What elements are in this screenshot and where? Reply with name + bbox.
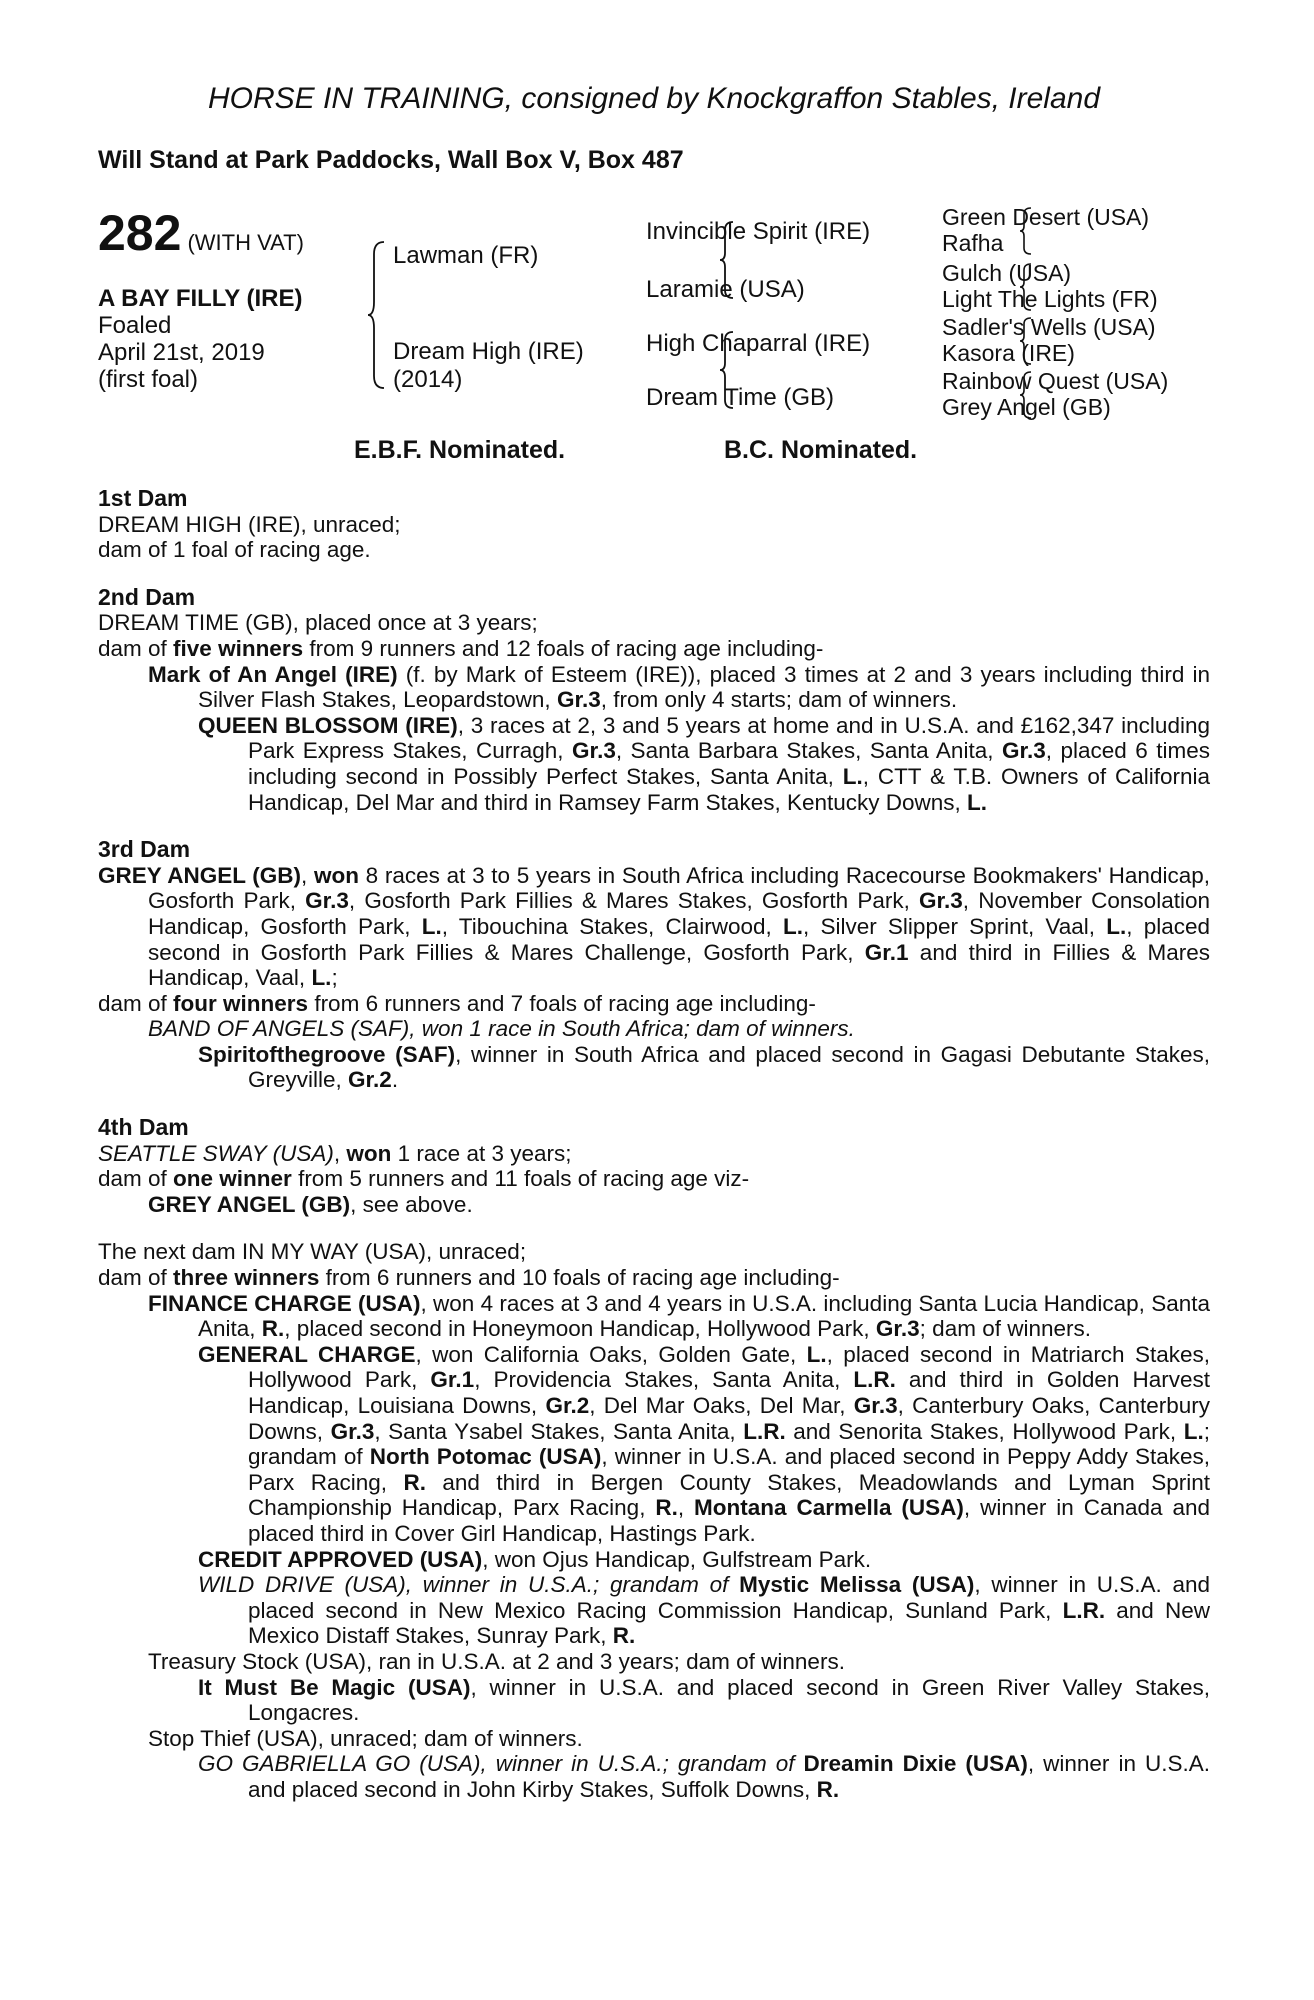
- grade: L.: [842, 763, 863, 789]
- first-dam-line: DREAM HIGH (IRE), unraced;: [98, 511, 401, 537]
- produce-entry: [98, 1572, 1210, 1649]
- great-grandparent: Rafha: [942, 230, 1004, 256]
- grade: Gr.2: [348, 1067, 392, 1093]
- vat-note: (WITH VAT): [187, 230, 304, 255]
- great-grandparent: Rainbow Quest (USA): [942, 368, 1169, 394]
- horse-description: [98, 285, 303, 393]
- text: , winner in U.S.A. and placed second in Green River Valley Stakes, Longacres.: [248, 1674, 1210, 1726]
- text: and third in Golden Harvest Handicap, Louisiana Downs,: [248, 1367, 1210, 1418]
- lot-number-block: [98, 204, 304, 262]
- grade: R.: [655, 1495, 678, 1521]
- grade: L.R.: [743, 1418, 786, 1444]
- fourth-dam-heading: 4th Dam: [98, 1114, 189, 1141]
- text: .: [391, 1067, 399, 1093]
- text: and third in Bergen County Stakes, Meadowlands and Lyman Sprint Championship Handicap, Parx Racing,: [248, 1469, 1210, 1521]
- text: GO GABRIELLA GO (USA), winner in U.S.A.; grandam of: [198, 1751, 804, 1777]
- text: WILD DRIVE (USA), winner in U.S.A.; grandam of: [198, 1572, 740, 1598]
- sire-dam: Laramie (USA): [646, 276, 805, 303]
- winners-count: one winner: [173, 1166, 292, 1192]
- foaled-date: April 21st, 2019: [98, 339, 265, 366]
- pedigree-brace-main: [366, 240, 388, 390]
- text: ,: [301, 862, 314, 888]
- text: (f. by Mark of Esteem (IRE)), placed 3 times at 2 and 3 years including third in Silver Flash Stakes, Leopardstown,: [198, 661, 1210, 713]
- produce-entry: [98, 1751, 1210, 1802]
- text: dam of: [98, 990, 174, 1016]
- text: , Tibouchina Stakes, Clairwood,: [441, 913, 783, 939]
- won-label: won: [313, 862, 359, 888]
- text: from 6 runners and 10 foals of racing age including-: [319, 1265, 840, 1291]
- text: ,: [333, 1140, 347, 1166]
- stand-location: Will Stand at Park Paddocks, Wall Box V, Box 487: [98, 146, 684, 174]
- great-grandparent: Sadler's Wells (USA): [942, 314, 1156, 340]
- text: , 3 races at 2, 3 and 5 years at home and in U.S.A. and £162,347 including Park Express Stakes, Curragh,: [248, 712, 1210, 764]
- grade: R.: [261, 1316, 285, 1342]
- pedigree-notes: [98, 486, 1210, 1803]
- text: , winner in South Africa and placed second in Gagasi Debutante Stakes, Greyville,: [248, 1041, 1210, 1093]
- first-dam-line: dam of 1 foal of racing age.: [98, 537, 371, 563]
- second-dam-heading: 2nd Dam: [98, 583, 196, 610]
- produce-entry: Treasury Stock (USA), ran in U.S.A. at 2 and 3 years; dam of winners.: [148, 1648, 845, 1674]
- great-grandparent: Gulch (USA): [942, 260, 1072, 286]
- grandparents-group-3: [942, 314, 1156, 366]
- third-dam-heading: 3rd Dam: [98, 836, 191, 863]
- grade: L.: [806, 1341, 827, 1367]
- text: , winner in U.S.A. and placed second in John Kirby Stakes, Suffolk Downs,: [248, 1751, 1210, 1802]
- produce-name: QUEEN BLOSSOM (IRE): [198, 712, 458, 738]
- produce-name: GREY ANGEL (GB): [148, 1191, 351, 1217]
- grade: Gr.1: [430, 1367, 475, 1393]
- grade: L.: [311, 965, 332, 991]
- text: dam of: [98, 1166, 174, 1192]
- grade: L.: [1183, 1418, 1204, 1444]
- produce-name: Mystic Melissa (USA): [739, 1572, 975, 1598]
- grade: Gr.3: [853, 1393, 898, 1418]
- foal-note: (first foal): [98, 366, 199, 393]
- text: and third in Fillies & Mares Handicap, Vaal,: [148, 939, 1211, 991]
- text: , placed 6 times including second in Possibly Perfect Stakes, Santa Anita,: [248, 738, 1211, 789]
- text: 1 race at 3 years;: [391, 1140, 572, 1166]
- winners-count: four winners: [173, 990, 309, 1016]
- text: , see above.: [350, 1191, 473, 1217]
- text: from 9 runners and 12 foals of racing age including-: [303, 635, 824, 661]
- produce-name: Mark of An Angel (IRE): [148, 661, 398, 687]
- produce-name: Montana Carmella (USA): [694, 1495, 964, 1521]
- produce-entry: [98, 1675, 1210, 1726]
- sire-sire: Invincible Spirit (IRE): [646, 218, 871, 245]
- second-dam-produce-line: [98, 636, 1210, 662]
- text: , Santa Barbara Stakes, Santa Anita,: [615, 738, 1002, 764]
- dam-dam: Dream Time (GB): [646, 384, 835, 411]
- grade: L.: [783, 913, 803, 939]
- text: ;: [331, 965, 338, 991]
- second-dam-line: DREAM TIME (GB), placed once at 3 years;: [98, 610, 538, 636]
- grade: L.R.: [853, 1367, 896, 1393]
- grade: R.: [612, 1623, 636, 1649]
- great-grandparent: Light The Lights (FR): [942, 286, 1158, 312]
- grade: Gr.1: [864, 939, 909, 965]
- text: , winner in U.S.A. and placed second in New Mexico Racing Commission Handicap, Sunland Park,: [248, 1572, 1211, 1623]
- grade: Gr.3: [330, 1418, 375, 1444]
- text: from 6 runners and 7 foals of racing age including-: [308, 990, 816, 1016]
- produce-name: North Potomac (USA): [369, 1444, 602, 1470]
- produce-name: CREDIT APPROVED (USA): [198, 1546, 483, 1572]
- text: , winner in Canada and placed third in Cover Girl Handicap, Hastings Park.: [248, 1495, 1210, 1546]
- text: , won 4 races at 3 and 4 years in U.S.A. including Santa Lucia Handicap, Santa Anita,: [198, 1290, 1210, 1342]
- fourth-dam-produce-line: [98, 1166, 1210, 1192]
- produce-entry: [98, 1042, 1210, 1093]
- text: , won California Oaks, Golden Gate,: [415, 1341, 807, 1367]
- text: , placed second in Honeymoon Handicap, Hollywood Park,: [284, 1316, 876, 1342]
- grandparents-group-2: [942, 260, 1158, 312]
- first-dam-heading: 1st Dam: [98, 485, 188, 511]
- great-grandparent: Grey Angel (GB): [942, 394, 1111, 420]
- winners-count: three winners: [173, 1265, 320, 1291]
- text: , won Ojus Handicap, Gulfstream Park.: [482, 1546, 872, 1572]
- grade: L.R.: [1062, 1597, 1106, 1623]
- grade: Gr.3: [875, 1316, 920, 1342]
- bc-nomination: B.C. Nominated.: [724, 436, 918, 464]
- winners-count: five winners: [173, 635, 304, 661]
- produce-name: FINANCE CHARGE (USA): [148, 1290, 421, 1316]
- text: from 5 runners and 11 foals of racing age viz-: [291, 1166, 750, 1192]
- produce-entry: [98, 1342, 1210, 1547]
- grade: Gr.3: [919, 888, 963, 914]
- grade: Gr.2: [545, 1393, 590, 1418]
- text: , Providencia Stakes, Santa Anita,: [474, 1367, 854, 1393]
- great-grandparent: Kasora (IRE): [942, 340, 1075, 366]
- produce-name: GENERAL CHARGE: [198, 1341, 416, 1367]
- dam: [393, 338, 584, 394]
- grade: R.: [816, 1776, 840, 1802]
- text: dam of: [98, 1265, 174, 1291]
- dam-name: GREY ANGEL (GB): [98, 862, 302, 888]
- spacer: [98, 1217, 1210, 1239]
- produce-entry: [98, 1547, 1210, 1573]
- text: , Gosforth Park Fillies & Mares Stakes, Gosforth Park,: [348, 888, 920, 914]
- text: 8 races at 3 to 5 years in South Africa including Racecourse Bookmakers' Handicap, Gosforth Park,: [148, 862, 1210, 914]
- text: , Del Mar Oaks, Del Mar,: [589, 1393, 854, 1418]
- page-header: HORSE IN TRAINING, consigned by Knockgraffon Stables, Ireland: [207, 82, 1101, 115]
- text: , Santa Ysabel Stakes, Santa Anita,: [374, 1418, 744, 1444]
- produce-entry: [98, 1291, 1210, 1342]
- produce-name: Spiritofthegroove (SAF): [198, 1041, 456, 1067]
- third-dam-produce-line: [98, 991, 1210, 1017]
- great-grandparent: Green Desert (USA): [942, 204, 1150, 230]
- grandparents-group-4: [942, 368, 1168, 420]
- horse-name: A BAY FILLY (IRE): [98, 285, 303, 312]
- lot-number: 282: [98, 205, 182, 261]
- text: , CTT & T.B. Owners of California Handicap, Del Mar and third in Ramsey Farm Stakes, Kentucky Downs,: [248, 763, 1210, 815]
- produce-entry: [98, 662, 1210, 713]
- text: , winner in U.S.A. and placed second in Peppy Addy Stakes, Parx Racing,: [248, 1444, 1211, 1495]
- dam-name: Dream High (IRE): [393, 338, 584, 365]
- grade: L.: [967, 789, 988, 815]
- text: ; dam of winners.: [919, 1316, 1091, 1342]
- sire: Lawman (FR): [393, 242, 539, 269]
- grade: Gr.3: [305, 888, 349, 914]
- ebf-nomination: E.B.F. Nominated.: [354, 436, 566, 464]
- grade: Gr.3: [572, 738, 616, 764]
- text: and Senorita Stakes, Hollywood Park,: [785, 1418, 1184, 1444]
- dam-sire: High Chaparral (IRE): [646, 330, 871, 357]
- produce-entry: Stop Thief (USA), unraced; dam of winners.: [148, 1725, 583, 1751]
- grade: L.: [421, 913, 442, 939]
- produce-name: Dreamin Dixie (USA): [803, 1751, 1028, 1777]
- grade: Gr.3: [1001, 738, 1046, 764]
- next-dam-produce-line: [98, 1265, 1210, 1291]
- produce-entry: [98, 713, 1210, 815]
- grandparents-group-1: [942, 204, 1149, 256]
- foaled-label: Foaled: [98, 312, 172, 339]
- dam-name: SEATTLE SWAY (USA): [98, 1140, 334, 1166]
- won-label: won: [346, 1140, 392, 1166]
- text: ; grandam of: [248, 1418, 1210, 1470]
- text: , from only 4 starts; dam of winners.: [600, 687, 958, 713]
- third-dam-record: [98, 863, 1210, 991]
- next-dam-line: The next dam IN MY WAY (USA), unraced;: [98, 1239, 527, 1265]
- text: , November Consolation Handicap, Gosforth Park,: [148, 888, 1210, 939]
- text: , placed second in Gosforth Park Fillies & Mares Challenge, Gosforth Park,: [148, 913, 1210, 965]
- produce-entry: [98, 1192, 1210, 1218]
- text: , Silver Slipper Sprint, Vaal,: [803, 913, 1107, 939]
- text: ,: [677, 1495, 695, 1521]
- dam-year: (2014): [393, 366, 463, 393]
- grade: Gr.3: [556, 687, 601, 713]
- fourth-dam-record: [98, 1141, 1210, 1167]
- produce-name: It Must Be Magic (USA): [198, 1674, 471, 1700]
- text: and New Mexico Distaff Stakes, Sunray Park,: [248, 1597, 1210, 1649]
- text: , placed second in Matriarch Stakes, Hollywood Park,: [248, 1341, 1210, 1393]
- produce-entry: BAND OF ANGELS (SAF), won 1 race in South Africa; dam of winners.: [148, 1016, 855, 1042]
- text: , Canterbury Oaks, Canterbury Downs,: [248, 1393, 1210, 1444]
- grade: L.: [1106, 913, 1127, 939]
- grade: R.: [403, 1469, 426, 1495]
- text: dam of: [98, 635, 174, 661]
